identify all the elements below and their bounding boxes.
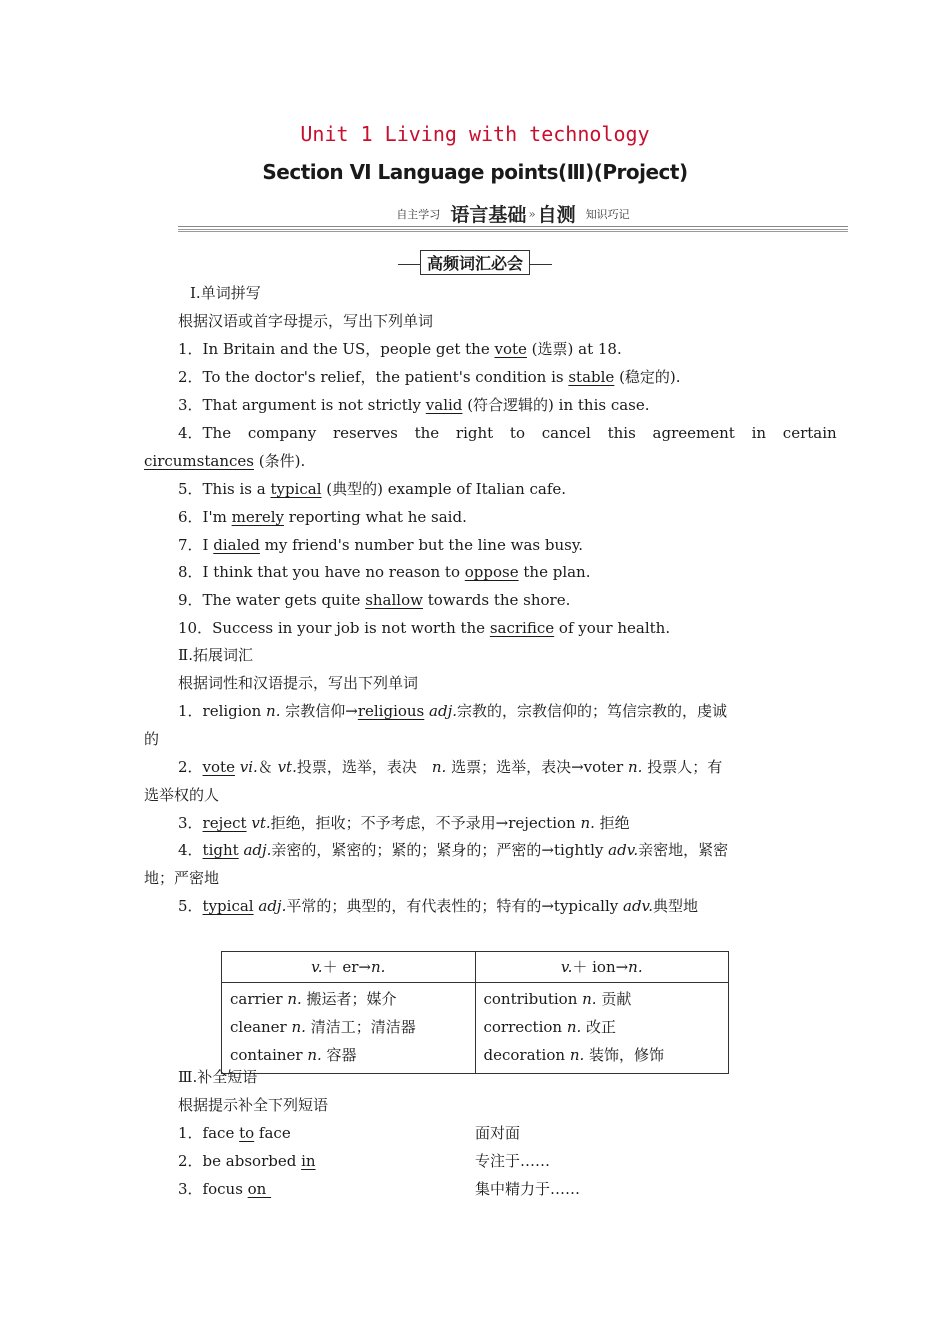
vocab-item-continued: 地；严密地: [144, 869, 220, 887]
exercise-item: 2．To the doctor's relief，the patient's condition is stable (稳定的).: [178, 368, 681, 386]
vocab-item-continued: 选举权的人: [144, 786, 220, 804]
list-item: decoration n. 装饰，修饰: [483, 1046, 665, 1064]
table-cell-ion-words: [475, 983, 729, 1074]
part2-title: Ⅱ.拓展词汇: [178, 646, 253, 664]
subhead: [0, 250, 950, 275]
vocab-item: 5．typical adj.平常的；典型的，有代表性的；特有的→typically adv.典型地: [178, 897, 699, 915]
banner-left-label: 自主学习: [396, 207, 441, 221]
answer: dialed: [213, 536, 260, 554]
answer: merely: [231, 508, 285, 526]
answer: oppose: [464, 563, 519, 581]
list-item: contribution n. 贡献: [483, 990, 632, 1008]
exercise-item: 5．This is a typical (典型的) example of Italian cafe.: [178, 480, 567, 498]
phrase-meaning: 集中精力于……: [475, 1180, 581, 1198]
answer: vote: [202, 758, 235, 776]
exercise-item: 8．I think that you have no reason to oppose the plan.: [178, 563, 591, 581]
part1-instruction: 根据汉语或首字母提示，写出下列单词: [178, 312, 434, 330]
answer: shallow: [365, 591, 423, 609]
exercise-item: 4．The company reserves the right to cancel this agreement in certain: [178, 424, 837, 442]
phrase-item: 2．be absorbed in: [178, 1152, 316, 1170]
part3-title: Ⅲ.补全短语: [178, 1068, 258, 1086]
banner-divider: [178, 226, 848, 227]
table-header-ion: v.＋ ion→n.: [475, 952, 729, 983]
banner-right-label: 知识巧记: [585, 207, 630, 221]
exercise-item: 9．The water gets quite shallow towards the shore.: [178, 591, 571, 609]
part1-title: Ⅰ.单词拼写: [190, 284, 261, 302]
section-banner: [178, 200, 848, 230]
subhead-label: 高频词汇必会: [420, 250, 530, 275]
table-header-row: [222, 952, 729, 983]
exercise-item: 7．I dialed my friend's number but the line was busy.: [178, 536, 584, 554]
section-title: Section Ⅵ Language points(Ⅲ)(Project): [262, 160, 688, 184]
list-item: carrier n. 搬运者；媒介: [230, 990, 397, 1008]
table-header-er: v.＋ er→n.: [222, 952, 476, 983]
answer: religious: [357, 702, 425, 720]
vocab-item-continued: 的: [144, 730, 160, 748]
list-item: correction n. 改正: [483, 1018, 617, 1036]
unit-title: Unit 1 Living with technology: [300, 122, 650, 146]
answer: in: [301, 1152, 316, 1170]
banner-divider-double: [178, 229, 848, 232]
answer: typical: [202, 897, 254, 915]
answer: to: [239, 1124, 255, 1142]
phrase-meaning: 专注于……: [475, 1152, 551, 1170]
part3-instruction: 根据提示补全下列短语: [178, 1096, 329, 1114]
answer: stable: [568, 368, 615, 386]
part2-instruction: 根据词性和汉语提示，写出下列单词: [178, 674, 419, 692]
answer: tight: [202, 841, 239, 859]
answer: sacrifice: [489, 619, 555, 637]
banner-main-label-2: 自测: [537, 204, 576, 226]
exercise-item: 3．That argument is not strictly valid (符合逻辑的) in this case.: [178, 396, 650, 414]
answer: circumstances: [144, 452, 254, 470]
banner-main-label-1: 语言基础: [450, 204, 527, 226]
vocab-item: 4．tight adj.亲密的，紧密的；紧的；紧身的；严密的→tightly adv.亲密地，紧密: [178, 841, 729, 859]
banner-row: [178, 200, 848, 227]
subhead-right-rule: [530, 264, 552, 265]
answer: on: [247, 1180, 272, 1198]
list-item: cleaner n. 清洁工；清洁器: [230, 1018, 416, 1036]
table-cell-er-words: [222, 983, 476, 1074]
double-chevron-icon: »: [528, 206, 536, 221]
answer: reject: [202, 814, 247, 832]
list-item: container n. 容器: [230, 1046, 357, 1064]
phrase-item: 1．face to face: [178, 1124, 291, 1142]
subhead-left-rule: [398, 264, 420, 265]
answer: valid: [425, 396, 463, 414]
phrase-meaning: 面对面: [475, 1124, 521, 1142]
exercise-item: 1．In Britain and the US，people get the vote (选票) at 18.: [178, 340, 622, 358]
exercise-item: 10．Success in your job is not worth the sacrifice of your health.: [178, 619, 671, 637]
vocab-item: 3．reject vt.拒绝，拒收；不予考虑，不予录用→rejection n. 拒绝: [178, 814, 630, 832]
exercise-item-continued: circumstances (条件).: [144, 452, 306, 470]
phrase-item: 3．focus on: [178, 1180, 272, 1198]
answer: vote: [494, 340, 527, 358]
vocab-item: 1．religion n. 宗教信仰→religious adj.宗教的，宗教信仰的；笃信宗教的，虔诚: [178, 702, 728, 720]
answer: typical: [270, 480, 322, 498]
word-formation-table: [221, 951, 729, 1074]
exercise-item: 6．I'm merely reporting what he said.: [178, 508, 467, 526]
vocab-item: 2．vote vi.＆ vt.投票，选举，表决 n. 选票；选举，表决→voter n. 投票人；有: [178, 758, 723, 776]
table-row: [222, 983, 729, 1074]
